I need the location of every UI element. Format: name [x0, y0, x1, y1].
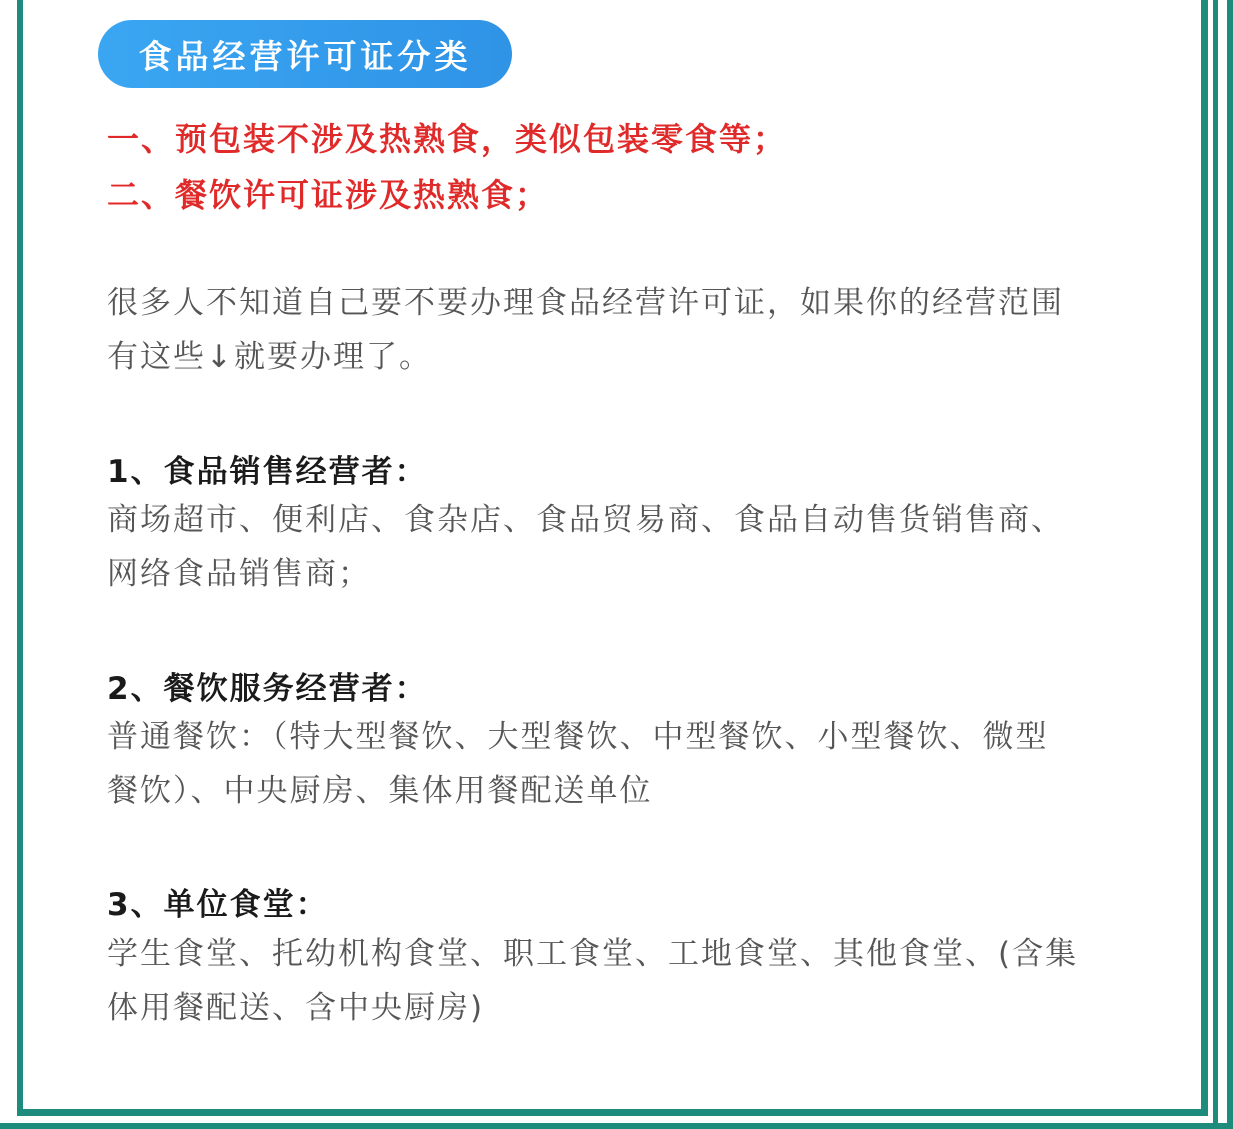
section-body-food-sales: [107, 493, 1127, 601]
intro-paragraph: [107, 276, 1127, 384]
intro-line-2: 有这些↓就要办理了。: [107, 339, 432, 375]
frame-bottom-inner-border: [17, 1109, 1208, 1116]
section-body-catering: [107, 710, 1127, 818]
section-body-line: 体用餐配送、含中央厨房): [107, 990, 485, 1026]
frame-right-outer-border: [1227, 0, 1233, 1129]
section-heading-catering: 2、餐饮服务经营者：: [107, 671, 428, 707]
frame-right-inner-border: [1201, 0, 1208, 1115]
category-line-2: 二、餐饮许可证涉及热熟食；: [107, 176, 550, 214]
intro-line-1: 很多人不知道自己要不要办理食品经营许可证，如果你的经营范围: [107, 285, 1064, 321]
section-body-line: 商场超市、便利店、食杂店、食品贸易商、食品自动售货销售商、: [107, 502, 1064, 538]
section-body-line: 网络食品销售商；: [107, 556, 371, 592]
category-line-1: 一、预包装不涉及热熟食，类似包装零食等；: [107, 120, 788, 158]
section-body-line: 学生食堂、托幼机构食堂、职工食堂、工地食堂、其他食堂、(含集: [107, 936, 1079, 972]
section-heading-food-sales: 1、食品销售经营者：: [107, 454, 428, 490]
frame-bottom-outer-border: [0, 1123, 1233, 1129]
section-body-canteen: [107, 927, 1127, 1035]
section-body-line: 餐饮）、中央厨房、集体用餐配送单位: [107, 773, 653, 809]
section-heading-canteen: 3、单位食堂：: [107, 887, 329, 923]
frame-left-border: [17, 0, 23, 1115]
frame-right-middle-border: [1213, 0, 1218, 1129]
page-title: 食品经营许可证分类: [98, 20, 512, 88]
section-body-line: 普通餐饮：（特大型餐饮、大型餐饮、中型餐饮、小型餐饮、微型: [107, 719, 1049, 755]
